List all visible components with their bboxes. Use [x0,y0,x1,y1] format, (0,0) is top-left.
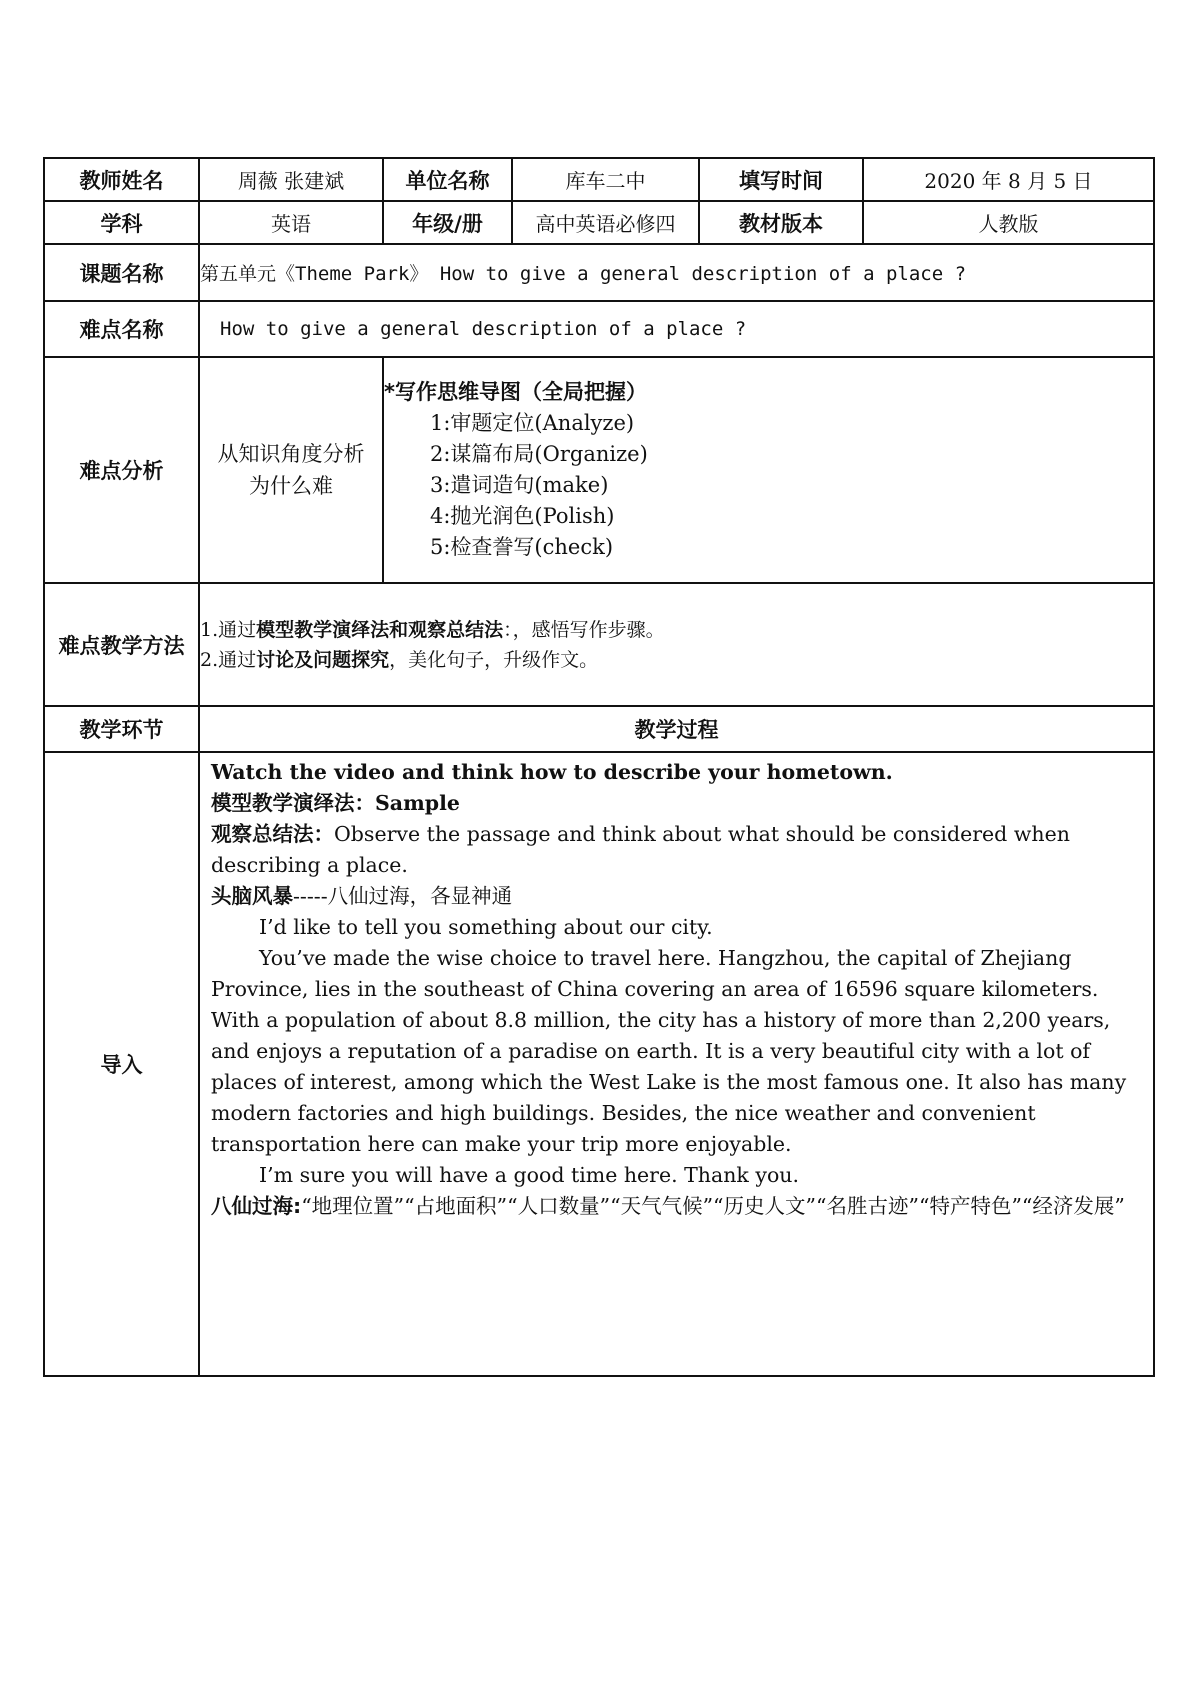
topic-label: 课题名称 [44,244,199,301]
analysis-angle-line2: 为什么难 [249,474,333,498]
row-intro [44,752,1154,1376]
intro-last-bold: 八仙过海: [211,1194,302,1218]
method-line-1-post: ：，感悟写作步骤。 [503,618,665,641]
process-label: 教学过程 [199,706,1154,752]
method-line-1 [200,615,1153,645]
method-line-1-bold: 模型教学演绎法和观察总结法 [256,618,504,641]
intro-stage: 导入 [44,752,199,1376]
method-line-2-bold: 讨论及问题探究 [256,648,390,671]
textbook-label: 教材版本 [699,201,863,244]
intro-line-3-bold: 观察总结法： [211,822,334,846]
teacher-value: 周薇 张建斌 [199,158,383,201]
date-label: 填写时间 [699,158,863,201]
difficulty-value: How to give a general description of a place ? [199,301,1154,357]
analysis-angle-line1: 从知识角度分析 [217,442,365,466]
intro-line-3 [211,819,1139,881]
passage-paragraph-1: I’d like to tell you something about our city. [259,915,713,939]
row-process-header [44,706,1154,752]
grade-value: 高中英语必修四 [512,201,699,244]
intro-line-3-text: Observe the passage and think about what should be considered when describing a place. [211,822,1070,877]
intro-last-text: “地理位置”“占地面积”“人口数量”“天气气候”“历史人文”“名胜古迹”“特产特色”“经济发展” [301,1194,1125,1218]
difficulty-label: 难点名称 [44,301,199,357]
mind-map-heading: *写作思维导图（全局把握） [384,380,647,404]
row-method [44,583,1154,706]
date-value: 2020 年 8 月 5 日 [863,158,1154,201]
subject-label: 学科 [44,201,199,244]
mind-map-step: 4:抛光润色(Polish) [430,504,615,528]
row-difficulty [44,301,1154,357]
intro-line-1: Watch the video and think how to describe your hometown. [211,760,893,784]
row-subject [44,201,1154,244]
intro-line-2: 模型教学演绎法：Sample [211,791,460,815]
mind-map-step: 2:谋篇布局(Organize) [430,442,648,466]
method-line-1-pre: 1.通过 [200,618,257,641]
analysis-angle [199,357,383,583]
textbook-value: 人教版 [863,201,1154,244]
passage-paragraph-3: I’m sure you will have a good time here. Thank you. [259,1163,800,1187]
mind-map-step: 3:遣词造句(make) [430,473,609,497]
method-line-2-pre: 2.通过 [200,648,257,671]
stage-label: 教学环节 [44,706,199,752]
mind-map-step: 1:审题定位(Analyze) [430,411,635,435]
row-topic [44,244,1154,301]
intro-line-4-text: -----八仙过海，各显神通 [293,884,513,908]
lesson-plan-table [43,157,1155,1377]
analysis-label: 难点分析 [44,357,199,583]
unit-label: 单位名称 [383,158,512,201]
topic-value: 第五单元《Theme Park》 How to give a general description of a place ? [199,244,1154,301]
intro-line-4 [211,881,1139,912]
intro-line-4-bold: 头脑风暴 [211,884,293,908]
grade-label: 年级/册 [383,201,512,244]
row-teacher [44,158,1154,201]
subject-value: 英语 [199,201,383,244]
teacher-label: 教师姓名 [44,158,199,201]
method-text [199,583,1154,706]
method-label: 难点教学方法 [44,583,199,706]
row-analysis [44,357,1154,583]
method-line-2-post: ，美化句子，升级作文。 [389,648,599,671]
mind-map-step: 5:检查誊写(check) [430,535,614,559]
passage-paragraph-2: You’ve made the wise choice to travel here. Hangzhou, the capital of Zhejiang Province, lies in the southeast of China covering an area of 16596 square kilometers. With a population of about 8.8 million, the city has a history of more than 2,200 years, and enjoys a reputation of a paradise on earth. It is a very beautiful city with a lot of places of interest, among which the West Lake is the most famous one. It also has many modern factories and high buildings. Besides, the nice weather and convenient transportation here can make your trip more enjoyable. [211,946,1127,1156]
intro-last-line [211,1191,1139,1222]
unit-value: 库车二中 [512,158,699,201]
mind-map [383,357,1154,583]
method-line-2 [200,645,1153,675]
intro-content [199,752,1154,1376]
